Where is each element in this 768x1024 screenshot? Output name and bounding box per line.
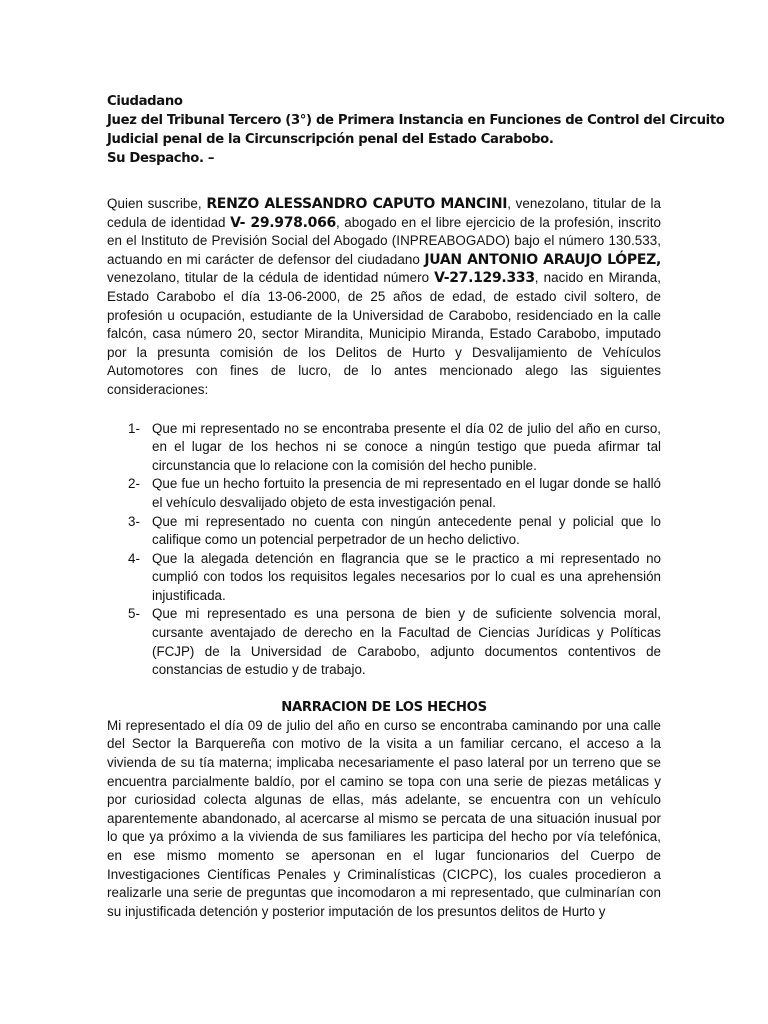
list-item-number: 1-	[128, 420, 140, 436]
intro-text-5: , nacido en Miranda, Estado Carabobo el día 13-06-2000, de 25 años de edad, de estado civil soltero, de profesión u ocupación, estudiante de la Universidad de Carabobo, residenciado en la calle falcón, casa número 20, sector Mirandita, Municipio Miranda, Estado Carabobo, imputado por la presunta comisión de los Delitos de Hurto y Desvalijamiento de Vehículos Automotores con fines de lucro, de lo antes mencionado alego las siguientes consideraciones:	[107, 270, 661, 397]
list-item-text: Que fue un hecho fortuito la presencia de mi representado en el lugar donde se halló el vehículo desvalijado objeto de esta investigación penal.	[152, 476, 661, 510]
list-item	[107, 475, 661, 512]
header-spacer	[107, 168, 661, 195]
list-item	[107, 513, 661, 550]
list-item-text: Que mi representado es una persona de bien y de suficiente solvencia moral, cursante aventajado de derecho en la Facultad de Ciencias Jurídicas y Políticas (FCJP) de la Universidad de Carabobo, adjunto documentos contentivos de constancias de estudio y de trabajo.	[152, 606, 661, 678]
list-item-number: 4-	[128, 550, 140, 566]
header-line-circuit: Judicial penal de la Circunscripción penal del Estado Carabobo.	[107, 132, 554, 147]
considerations-list	[107, 420, 661, 680]
narrative-paragraph: Mi representado el día 09 de julio del año en curso se encontraba caminando por una calle del Sector la Barquereña con motivo de la visita a un familiar cercano, el acceso a la vivienda de su tía materna; implicaba necesariamente el paso lateral por un terreno que se encuentra parcialmente baldío, por el camino se topa con una serie de piezas metálicas y por curiosidad colecta algunas de ellas, más adelante, se encuentra con un vehículo aparentemente abandonado, al acercarse al mismo se percata de una situación inusual por lo que ya próximo a la vivienda de sus familiares les participa del hecho por vía telefónica, en ese mismo momento se apersonan en el lugar funcionarios del Cuerpo de Investigaciones Científicas Penales y Criminalísticas (CICPC), los cuales procedieron a realizarle una serie de preguntas que incomodaron a mi representado, que culminarían con su injustificada detención y posterior imputación de los presuntos delitos de Hurto y	[107, 717, 661, 919]
list-item-text: Que la alegada detención en flagrancia que se le practico a mi representado no cumplió con todos los requisitos legales necesarios por lo cual es una aprehensión injustificada.	[152, 550, 661, 603]
list-item	[107, 605, 661, 679]
intro-paragraph	[107, 195, 661, 400]
intro-text-2: , venezolano, titular de la cedula de identidad	[107, 196, 661, 230]
section-heading: NARRACION DE LOS HECHOS	[281, 699, 487, 715]
list-item	[107, 420, 661, 476]
defender-id: V- 29.978.066	[230, 214, 336, 231]
list-item	[107, 550, 661, 606]
defender-name: RENZO ALESSANDRO CAPUTO MANCINI	[206, 196, 508, 212]
header-line-judge: Juez del Tribunal Tercero (3°) de Primera Instancia en Funciones de Control del Circuito	[107, 113, 725, 128]
header-line-despacho: Su Despacho. –	[107, 151, 215, 166]
list-item-number: 2-	[128, 476, 140, 492]
defendant-name: JUAN ANTONIO ARAUJO LÓPEZ,	[424, 251, 662, 268]
intro-text-1: Quien suscribe,	[107, 196, 207, 211]
header-line-ciudadano: Ciudadano	[107, 94, 183, 109]
addressee-header	[107, 92, 725, 168]
defendant-id: V-27.129.333	[434, 270, 535, 287]
list-item-text: Que mi representado no se encontraba presente el día 02 de julio del año en curso, en el lugar de los hechos ni se conoce a ningún testigo que pueda afirmar tal circunstancia que lo relacione con la comisión del hecho punible.	[152, 420, 661, 473]
list-item-number: 5-	[128, 606, 140, 622]
intro-text-3: , abogado en el libre ejercicio de la profesión, inscrito en el Instituto de Previsión Social del Abogado (INPREABOGADO) bajo el número 130.533, actuando en mi carácter de defensor del ciudadano	[107, 214, 661, 267]
list-item-number: 3-	[128, 513, 140, 529]
list-item-text: Que mi representado no cuenta con ningún antecedente penal y policial que lo califique como un potencial perpetrador de un hecho delictivo.	[152, 513, 661, 548]
intro-text-4: venezolano, titular de la cédula de identidad número	[107, 270, 435, 286]
